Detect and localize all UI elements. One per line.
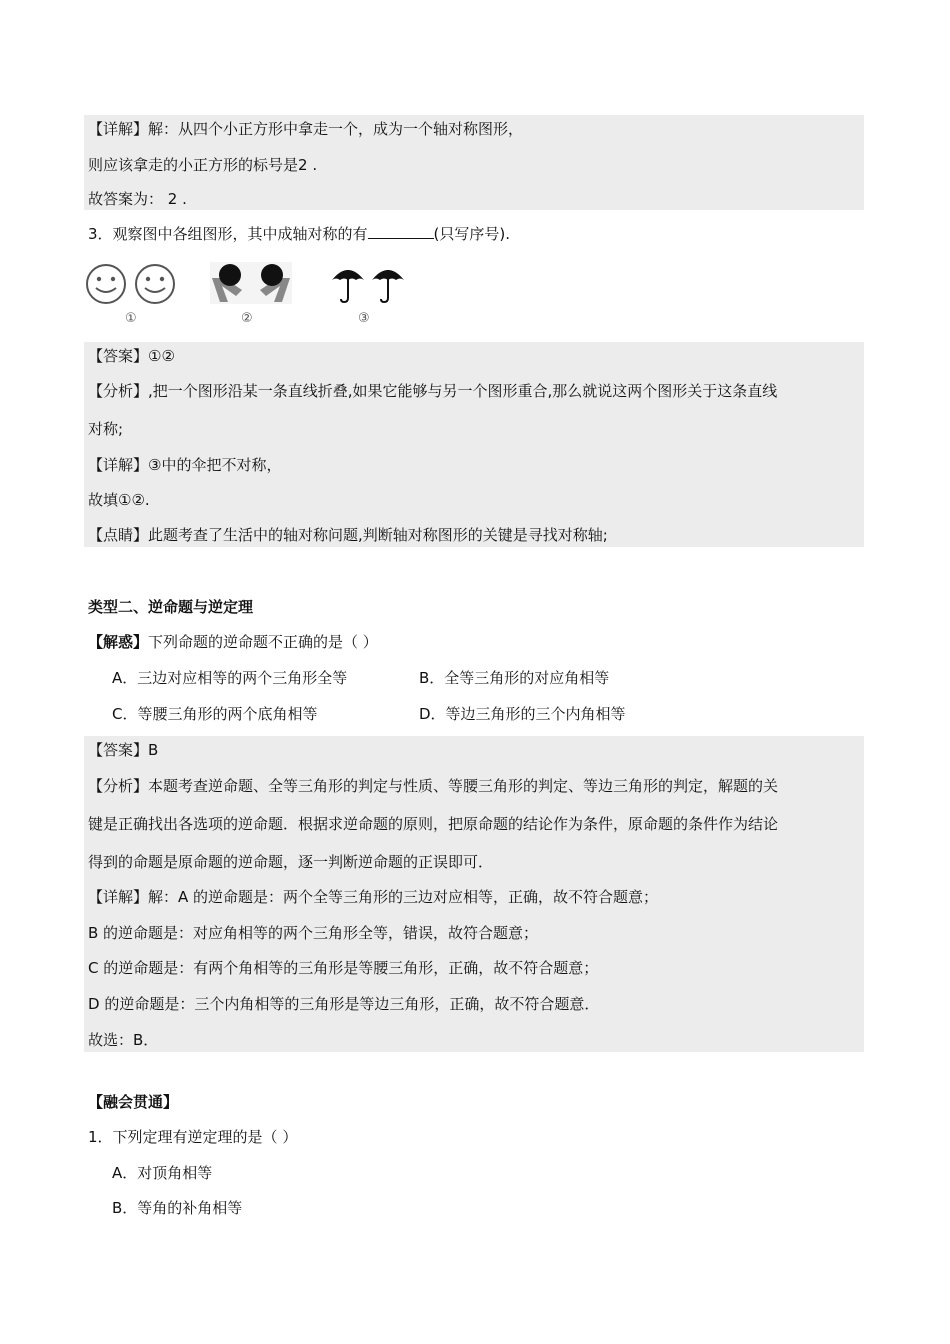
answer-line: 【答案】B: [88, 741, 159, 759]
solution-block-2: [84, 342, 864, 547]
question-3-suffix: (只写序号).: [433, 225, 511, 243]
option-d: D．等边三角形的三个内角相等: [419, 705, 626, 723]
figure-label-2: ②: [241, 311, 253, 326]
section-title: 【融会贯通】: [88, 1093, 179, 1111]
option-a: A．三边对应相等的两个三角形全等: [112, 669, 348, 687]
figure-label-1: ①: [125, 311, 137, 326]
detail-line-1: 【详解】解：从四个小正方形中拿走一个，成为一个轴对称图形，: [88, 120, 524, 138]
analysis-line-2: 对称;: [88, 420, 124, 438]
answer-line: 故答案为： 2 .: [88, 190, 187, 208]
analysis-line-1: 【分析】,把一个图形沿某一条直线折叠,如果它能够与另一个图形重合,那么就说这两个图形关于这条直线: [88, 382, 778, 400]
choose-line: 故选：B．: [88, 1031, 159, 1049]
option-b: B．全等三角形的对应角相等: [419, 669, 610, 687]
detail-line-2: B 的逆命题是：对应角相等的两个三角形全等，错误，故符合题意；: [88, 924, 539, 942]
question-1: 1．下列定理有逆定理的是（ ）: [88, 1128, 298, 1146]
detail-line-2: 则应该拿走的小正方形的标号是2 .: [88, 156, 318, 174]
answer-blank: [368, 224, 434, 239]
analysis-line-2: 键是正确找出各选项的逆命题．根据求逆命题的原则，把原命题的结论作为条件，原命题的条件作为结论: [88, 815, 779, 833]
comment-line: 【点睛】此题考查了生活中的轴对称问题,判断轴对称图形的关键是寻找对称轴;: [88, 526, 608, 544]
detail-line-3: C 的逆命题是：有两个角相等的三角形是等腰三角形，正确，故不符合题意；: [88, 959, 599, 977]
detail-line: 【详解】③中的伞把不对称，: [88, 456, 282, 474]
figure-heads: [210, 262, 292, 304]
option-b: B．等角的补角相等: [112, 1199, 243, 1217]
analysis-line-3: 得到的命题是原命题的逆命题，逐一判断逆命题的正误即可．: [88, 853, 494, 871]
question-3: [88, 224, 510, 244]
figure-label-3: ③: [358, 311, 370, 326]
answer-line: 【答案】①②: [88, 347, 175, 365]
detail-line-1: 【详解】解：A 的逆命题是：两个全等三角形的三边对应相等，正确，故不符合题意；: [88, 888, 659, 906]
question-tag: 【解惑】: [88, 633, 149, 651]
section-title: 类型二、逆命题与逆定理: [88, 598, 254, 616]
figure-umbrellas: [330, 262, 408, 304]
question-line: [88, 632, 378, 652]
question-text: 下列命题的逆命题不正确的是（ ）: [148, 633, 378, 651]
option-c: C．等腰三角形的两个底角相等: [112, 705, 318, 723]
option-a: A．对顶角相等: [112, 1164, 213, 1182]
figure-smileys: [84, 262, 180, 308]
detail-line-4: D 的逆命题是：三个内角相等的三角形是等边三角形，正确，故不符合题意．: [88, 995, 600, 1013]
question-3-text: 3．观察图中各组图形，其中成轴对称的有: [88, 225, 368, 243]
analysis-line-1: 【分析】本题考查逆命题、全等三角形的判定与性质、等腰三角形的判定、等边三角形的判定，解题的关: [88, 777, 779, 795]
fill-line: 故填①②.: [88, 491, 150, 509]
